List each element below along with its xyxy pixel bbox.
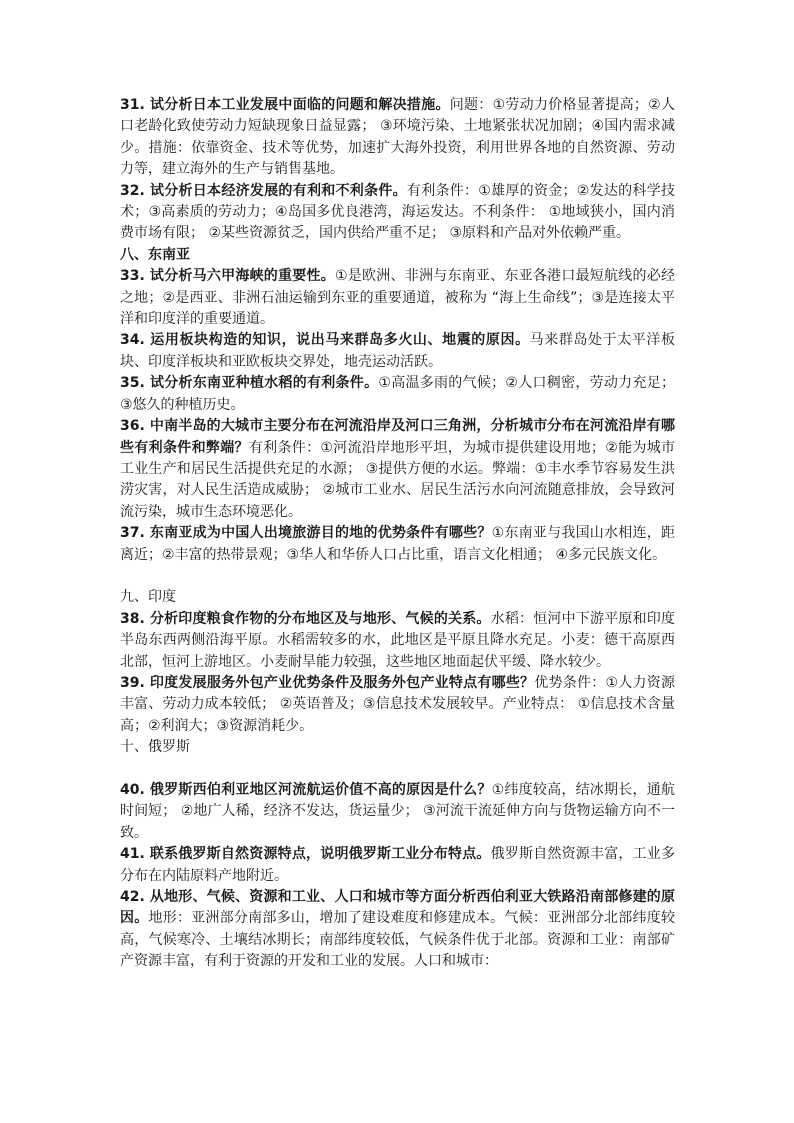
question-34 (120, 330, 675, 373)
answer-text: 地形：亚洲部分南部多山，增加了建设难度和修建成本。气候：亚洲部分北部纬度较高，气候寒冷、土壤结冰期长；南部纬度较低，气候条件优于北部。资源和工业：南部矿产资源丰富，有利于资源的开发和工业的发展。人口和城市： (120, 910, 676, 970)
question-text: 36. 中南半岛的大城市主要分布在河流沿岸及河口三角洲，分析城市分布在河流沿岸有哪些有利条件和弊端？ (120, 418, 675, 456)
question-text: 33. 试分析马六甲海峡的重要性。 (120, 268, 335, 285)
question-37 (120, 523, 675, 566)
question-32 (120, 181, 675, 245)
question-36 (120, 416, 675, 523)
question-40 (120, 780, 675, 844)
blank-line (120, 759, 675, 780)
question-text: 38. 分析印度粮食作物的分布地区及与地形、气候的关系。 (120, 610, 491, 627)
blank-line (120, 566, 675, 587)
answer-text: ①高温多雨的气候；②人口稠密，劳动力充足；③悠久的种植历史。 (120, 375, 675, 413)
question-text: 34. 运用板块构造的知识，说出马来群岛多火山、地震的原因。 (120, 332, 530, 349)
question-text: 42. 从地形、气候、资源和工业、人口和城市等方面分析西伯利亚大铁路沿南部修建的原因。 (120, 889, 675, 927)
answer-text: 俄罗斯自然资源丰富，工业多分布在内陆原料产地附近。 (120, 846, 675, 884)
answer-text: ①东南亚与我国山水相连，距离近；②丰富的热带景观；③华人和华侨人口占比重，语言文化相通； ④多元民族文化。 (120, 525, 675, 563)
answer-text: 问题：①劳动力价格显著提高；②人口老龄化致使劳动力短缺现象日益显露； ③环境污染、土地紧张状况加剧；④国内需求减少。措施：依靠资金、技术等优势，加速扩大海外投资，利用世界各地的自然资源、劳动力等，建立海外的生产与销售基地。 (120, 97, 675, 178)
answer-text: 有利条件：①河流沿岸地形平坦，为城市提供建设用地；②能为城市工业生产和居民生活提供充足的水源； ③提供方便的水运。弊端：①丰水季节容易发生洪涝灾害，对人民生活造成威胁； ②城市工业水、居民生活污水向河流随意排放，会导致河流污染，城市生态环境恶化。 (120, 439, 676, 520)
answer-text: ①是欧洲、非洲与东南亚、东亚各港口最短航线的必经之地；②是西亚、非洲石油运输到东亚的重要通道，被称为 “海上生命线”；③是连接太平洋和印度洋的重要通道。 (120, 268, 675, 328)
question-text: 40. 俄罗斯西伯利亚地区河流航运价值不高的原因是什么？ (120, 781, 492, 798)
answer-text: 水稻：恒河中下游平原和印度半岛东西两侧沿海平原。水稻需较多的水，此地区是平原且降水充足。小麦：德干高原西北部，恒河上游地区。小麦耐旱能力较强，这些地区地面起伏平缓、降水较少。 (120, 610, 675, 670)
answer-text: 马来群岛处于太平洋板块、印度洋板块和亚欧板块交界处，地壳运动活跃。 (120, 332, 675, 370)
question-33 (120, 266, 675, 330)
question-35 (120, 373, 675, 416)
question-41 (120, 844, 675, 887)
question-38 (120, 609, 675, 673)
section-heading-india: 九、印度 (120, 589, 176, 606)
section-heading-southeast-asia: 八、东南亚 (120, 246, 190, 263)
answer-text: 有利条件：①雄厚的资金；②发达的科学技术；③高素质的劳动力；④岛国多优良港湾，海运发达。不利条件： ①地域狭小，国内消费市场有限； ②某些资源贫乏，国内供给严重不足； ③原料和产品对外依赖严重。 (120, 182, 675, 242)
question-39 (120, 673, 675, 737)
section-heading-russia: 十、俄罗斯 (120, 739, 190, 756)
document-page (120, 95, 675, 973)
answer-text: 优势条件：①人力资源丰富、劳动力成本较低； ②英语普及；③信息技术发展较早。产业特点： ①信息技术含量高；②利润大；③资源消耗少。 (120, 674, 675, 734)
question-31 (120, 95, 675, 181)
question-text: 37. 东南亚成为中国人出境旅游目的地的优势条件有哪些？ (120, 525, 492, 542)
answer-text: ①纬度较高，结冰期长，通航时间短； ②地广人稀，经济不发达，货运量少； ③河流干流延伸方向与货物运输方向不一致。 (120, 781, 675, 841)
question-text: 41. 联系俄罗斯自然资源特点，说明俄罗斯工业分布特点。 (120, 846, 491, 863)
question-text: 39. 印度发展服务外包产业优势条件及服务外包产业特点有哪些？ (120, 674, 535, 691)
question-text: 32. 试分析日本经济发展的有利和不利条件。 (120, 182, 407, 199)
question-42 (120, 887, 675, 973)
question-text: 35. 试分析东南亚种植水稻的有利条件。 (120, 375, 379, 392)
question-text: 31. 试分析日本工业发展中面临的问题和解决措施。 (120, 97, 450, 113)
